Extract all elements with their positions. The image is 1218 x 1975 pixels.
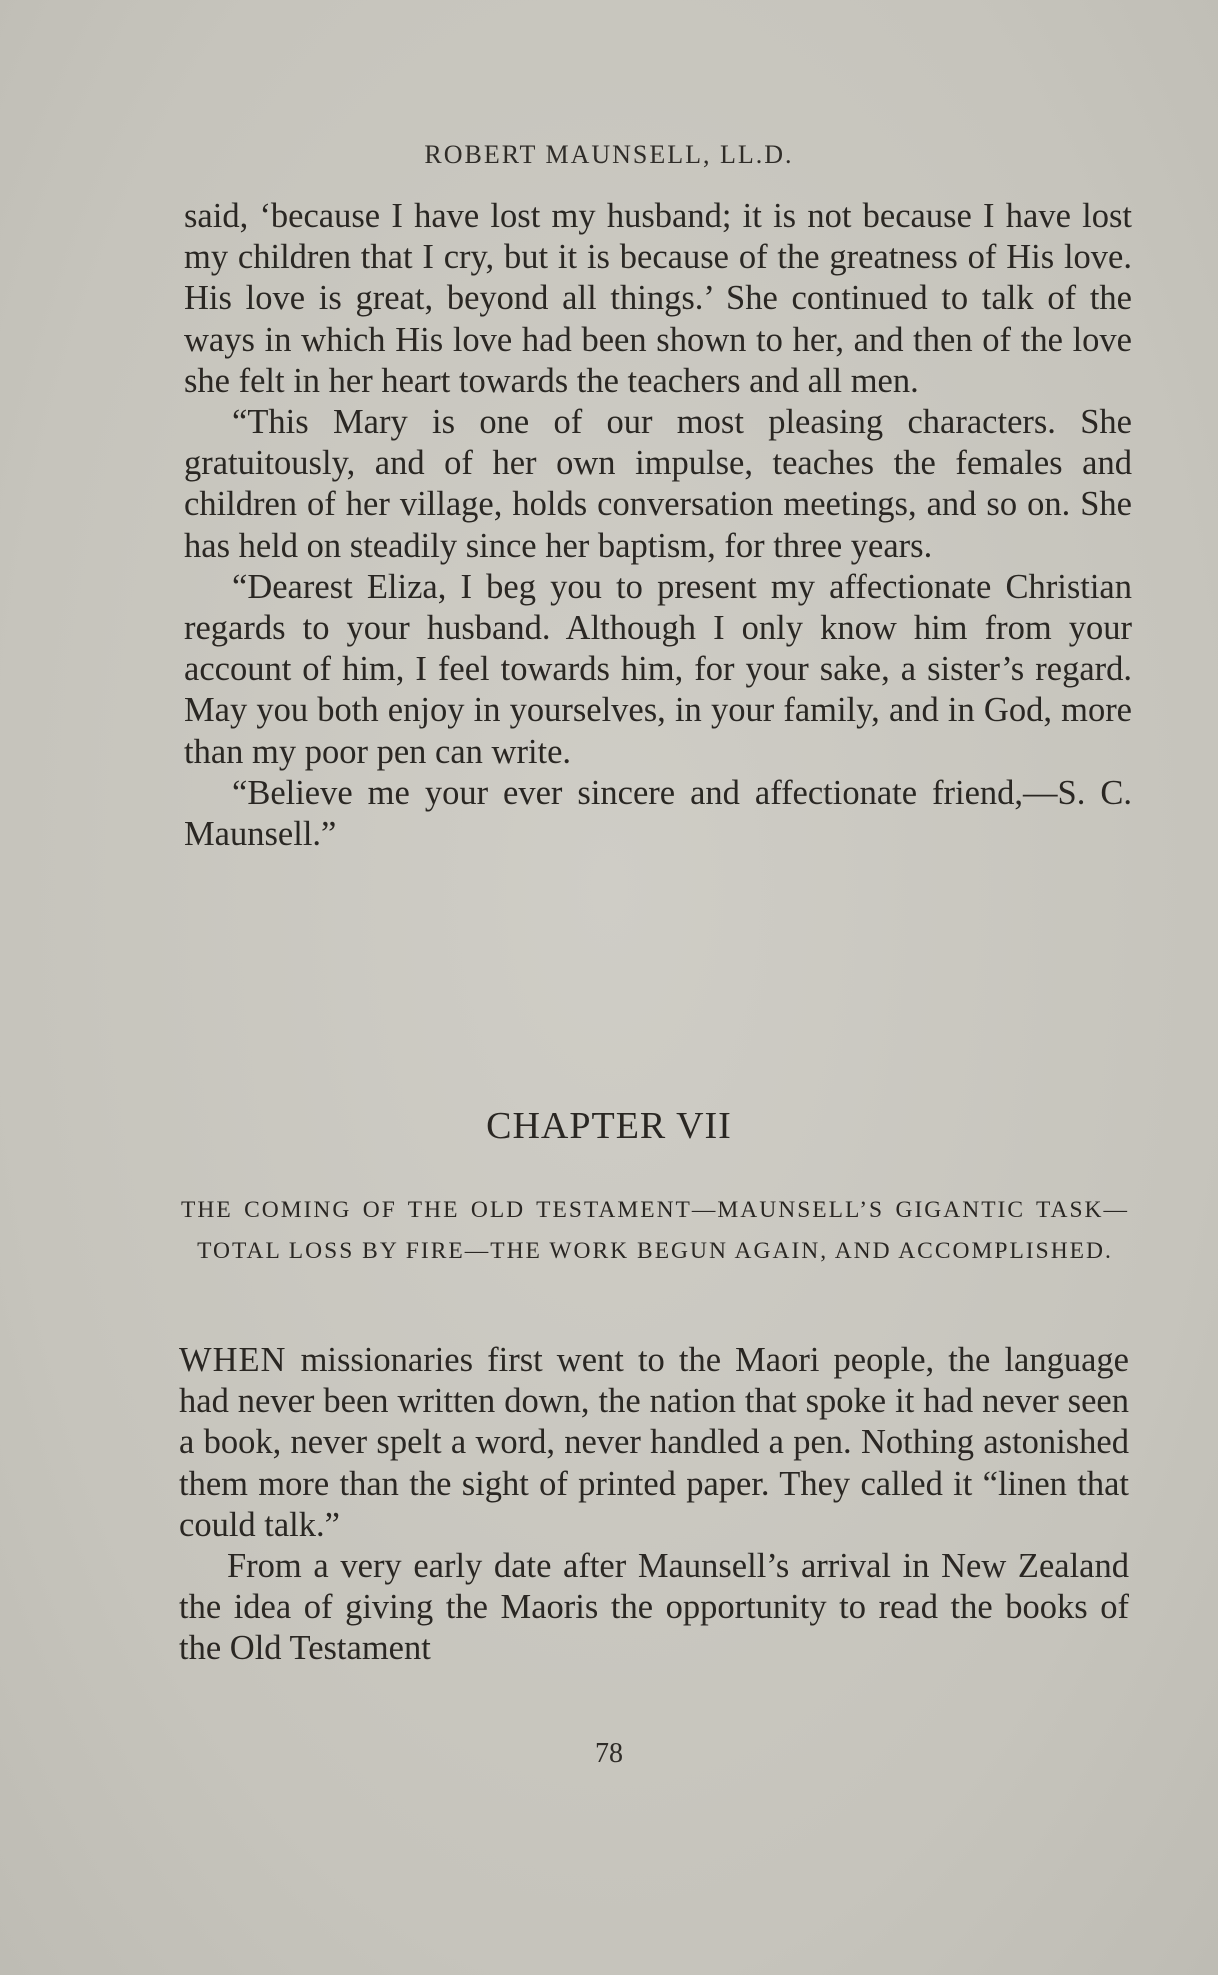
paragraph: From a very early date after Maunsell’s arrival in New Zealand the idea of giving the Maoris the opportunity to read the books of the Old Testament (179, 1547, 1129, 1668)
paragraph: “This Mary is one of our most pleasing characters. She gratuitously, and of her own impulse, teaches the females and children of her village, holds conversation meetings, and so on. She has held on steadily since her baptism, for three years. (184, 403, 1132, 565)
paragraph: said, ‘because I have lost my husband; it is not because I have lost my children that I cry, but it is because of the greatness of His love. His love is great, beyond all things.’ She continued to talk of the ways in which His love had been shown to her, and then of the love she felt in her heart towards the teachers and all men. (184, 197, 1132, 400)
chapter-title: CHAPTER VII (486, 1105, 732, 1147)
lead-word: WHEN (179, 1341, 287, 1379)
chapter-summary: THE COMING OF THE OLD TESTAMENT—MAUNSELL’S GIGANTIC TASK—TOTAL LOSS BY FIRE—THE WORK BEGUN AGAIN, AND ACCOMPLISHED. (181, 1197, 1129, 1264)
paragraph-text: missionaries first went to the Maori people, the language had never been written down, the nation that spoke it had never seen a book, never spelt a word, never handled a pen. Nothing astonished them more than the sight of printed paper. They called it “linen that could talk.” (179, 1341, 1129, 1544)
running-head: ROBERT MAUNSELL, LL.D. (424, 140, 794, 169)
top-text-block (184, 196, 1132, 855)
paragraph: “Dearest Eliza, I beg you to present my affectionate Christian regards to your husband. Although I only know him from your account of him, I feel towards him, for your sake, a sister’s regard. May you both enjoy in yourselves, in your family, and in God, more than my poor pen can write. (184, 567, 1132, 771)
paragraph: “Believe me your ever sincere and affectionate friend,—S. C. Maunsell.” (184, 773, 1132, 854)
page-number: 78 (595, 1738, 623, 1769)
bottom-text-block (179, 1340, 1129, 1670)
paragraph (179, 1340, 1129, 1546)
